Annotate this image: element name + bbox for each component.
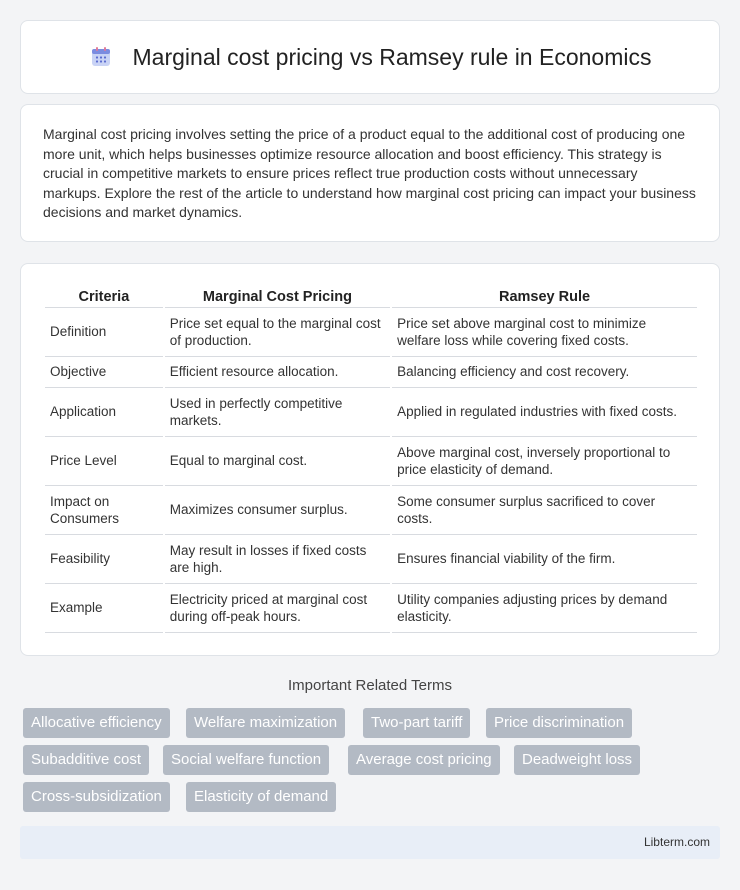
- table-row: [45, 584, 697, 633]
- tag-allocative-efficiency[interactable]: Allocative efficiency: [23, 708, 170, 738]
- tag-deadweight-loss[interactable]: Deadweight loss: [514, 745, 640, 775]
- header-ramsey-rule: Ramsey Rule: [392, 284, 697, 308]
- footer: [20, 826, 720, 859]
- table-row: [45, 535, 697, 584]
- row-criteria: Price Level: [45, 437, 163, 486]
- table-header-row: [45, 284, 697, 308]
- table-row: [45, 437, 697, 486]
- row-marginal-cost: Maximizes consumer surplus.: [165, 486, 390, 535]
- table-row: [45, 486, 697, 535]
- row-criteria: Definition: [45, 308, 163, 357]
- row-marginal-cost: Electricity priced at marginal cost during off-peak hours.: [165, 584, 390, 633]
- header-criteria: Criteria: [45, 284, 163, 308]
- tag-social-welfare-function[interactable]: Social welfare function: [163, 745, 329, 775]
- tag-elasticity-of-demand[interactable]: Elasticity of demand: [186, 782, 336, 812]
- tag-two-part-tariff[interactable]: Two-part tariff: [363, 708, 470, 738]
- title-card: [20, 20, 720, 94]
- row-criteria: Application: [45, 388, 163, 437]
- row-criteria: Example: [45, 584, 163, 633]
- related-terms-title: Important Related Terms: [288, 677, 452, 694]
- row-marginal-cost: Equal to marginal cost.: [165, 437, 390, 486]
- row-marginal-cost: Price set equal to the marginal cost of production.: [165, 308, 390, 357]
- row-ramsey: Applied in regulated industries with fixed costs.: [392, 388, 697, 437]
- row-ramsey: Balancing efficiency and cost recovery.: [392, 357, 697, 388]
- table-row: [45, 308, 697, 357]
- comparison-table: [43, 284, 699, 633]
- row-criteria: Feasibility: [45, 535, 163, 584]
- tag-subadditive-cost[interactable]: Subadditive cost: [23, 745, 149, 775]
- row-marginal-cost: Efficient resource allocation.: [165, 357, 390, 388]
- tag-welfare-maximization[interactable]: Welfare maximization: [186, 708, 345, 738]
- tag-average-cost-pricing[interactable]: Average cost pricing: [348, 745, 500, 775]
- tag-price-discrimination[interactable]: Price discrimination: [486, 708, 632, 738]
- row-ramsey: Utility companies adjusting prices by demand elasticity.: [392, 584, 697, 633]
- intro-card: [20, 104, 720, 242]
- row-marginal-cost: Used in perfectly competitive markets.: [165, 388, 390, 437]
- calendar-icon: [89, 45, 113, 69]
- page-title: Marginal cost pricing vs Ramsey rule in Economics: [132, 43, 652, 70]
- footer-brand[interactable]: Libterm.com: [643, 835, 710, 849]
- comparison-card: [20, 263, 720, 656]
- header-marginal-cost-pricing: Marginal Cost Pricing: [165, 284, 390, 308]
- row-marginal-cost: May result in losses if fixed costs are high.: [165, 535, 390, 584]
- row-criteria: Impact on Consumers: [45, 486, 163, 535]
- tag-cross-subsidization[interactable]: Cross-subsidization: [23, 782, 170, 812]
- row-criteria: Objective: [45, 357, 163, 388]
- row-ramsey: Above marginal cost, inversely proportional to price elasticity of demand.: [392, 437, 697, 486]
- row-ramsey: Some consumer surplus sacrificed to cover costs.: [392, 486, 697, 535]
- table-row: [45, 357, 697, 388]
- row-ramsey: Price set above marginal cost to minimize welfare loss while covering fixed costs.: [392, 308, 697, 357]
- table-row: [45, 388, 697, 437]
- intro-text: Marginal cost pricing involves setting the price of a product equal to the additional cost of producing one more unit, which helps businesses optimize resource allocation and boost efficiency. This strategy is crucial in competitive markets to ensure prices reflect true production costs without unnecessary markups. Explore the rest of the article to understand how marginal cost pricing can impact your business decisions and market dynamics.: [43, 126, 696, 220]
- row-ramsey: Ensures financial viability of the firm.: [392, 535, 697, 584]
